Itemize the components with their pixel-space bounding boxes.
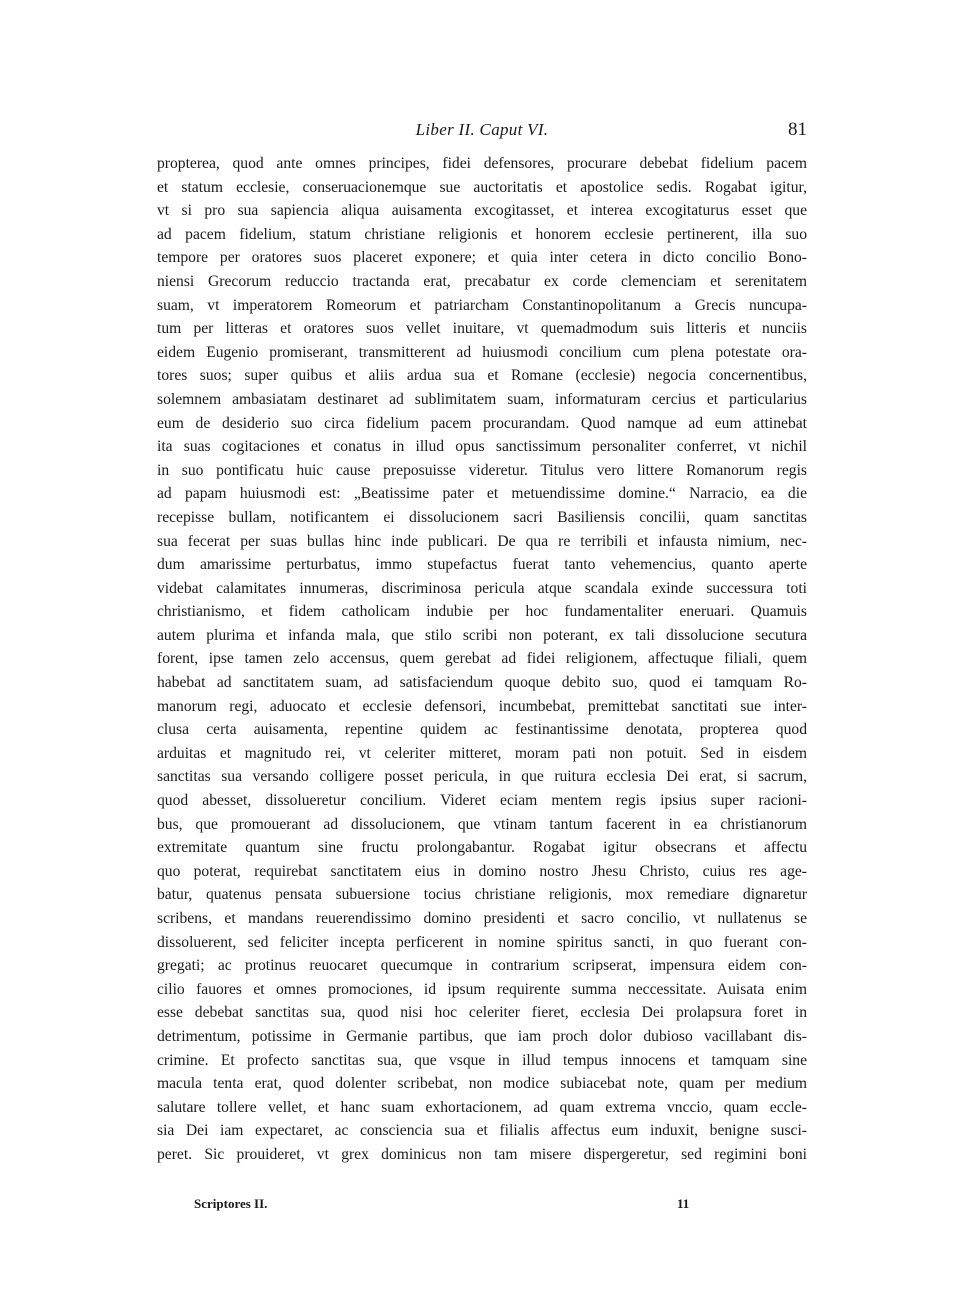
text-line: quod abesset, dissolueretur concilium. Videret eciam mentem regis ipsius super racioni-: [157, 792, 807, 810]
text-line: gregati; ac protinus reuocaret quecumque in contrarium scripserat, impensura eidem con-: [157, 957, 807, 975]
text-line: recepisse bullam, notificantem ei dissolucionem sacri Basiliensis concilii, quam sanctitas: [157, 508, 807, 526]
text-line: forent, ipse tamen zelo accensus, quem gerebat ad fidei religionem, affectuque filiali, quem: [157, 650, 807, 668]
text-line: esse debebat sanctitas sua, quod nisi hoc celeriter fieret, ecclesia Dei prolapsura foret in: [157, 1004, 807, 1022]
text-line: sua fecerat per suas bullas hinc inde publicari. De qua re terribili et infausta nimium, nec-: [157, 532, 807, 550]
text-line: sia Dei iam expectaret, ac consciencia sua et filialis affectus eum induxit, benigne susci-: [157, 1122, 807, 1140]
text-line: macula tenta erat, quod dolenter scribebat, non modice subiacebat note, quam per medium: [157, 1075, 807, 1093]
text-line: in suo pontificatu huic cause preposuisse videretur. Titulus vero littere Romanorum regis: [157, 461, 807, 479]
page-number: 81: [788, 119, 807, 140]
text-line: videbat calamitates innumeras, discriminosa pericula atque scandala exinde successura toti: [157, 579, 807, 597]
text-line: bus, que promouerant ad dissolucionem, que vtinam tantum facerent in ea christianorum: [157, 815, 807, 833]
footer-signature-mark: 11: [677, 1196, 690, 1211]
running-title: Liber II. Caput VI.: [415, 120, 549, 139]
text-line: ad pacem fidelium, statum christiane religionis et honorem ecclesie pertinerent, illa suo: [157, 225, 807, 243]
text-line: habebat ad sanctitatem suam, ad satisfaciendum quoque debito suo, quod ei tamquam Ro-: [157, 674, 807, 692]
text-line: christianismo, et fidem catholicam indubie per hoc fundamentaliter eneruari. Quamuis: [157, 603, 807, 621]
text-line: ita suas cogitaciones et conatus in illud opus sanctissimum personaliter conferret, vt nichil: [157, 438, 807, 456]
text-line: peret. Sic prouideret, vt grex dominicus non tam misere dispergeretur, sed regimini boni: [157, 1145, 807, 1163]
text-line: niensi Grecorum reduccio tractanda erat, precabatur ex corde clemenciam et serenitatem: [157, 272, 807, 290]
text-line: clusa certa auisamenta, repentine quidem ac festinantissime denotata, propterea quod: [157, 721, 807, 739]
text-line: detrimentum, potissime in Germanie partibus, que iam proch dolor dubioso vacillabant dis-: [157, 1027, 807, 1045]
footer-series-title: Scriptores II.: [194, 1196, 268, 1211]
text-line: quo poterat, requirebat sanctitatem eius in domino nostro Jhesu Christo, cuius res age-: [157, 862, 807, 880]
text-line: tum per litteras et oratores suos vellet inuitare, vt quemadmodum suis litteris et nunciis: [157, 320, 807, 338]
text-line: suam, vt imperatorem Romeorum et patriarcham Constantinopolitanum a Grecis nuncupa-: [157, 296, 807, 314]
text-line: sanctitas sua versando colligere posset pericula, in que ruitura ecclesia Dei erat, si sacrum,: [157, 768, 807, 786]
text-line: batur, quatenus pensata subuersione tocius christiane religionis, mox remediare dignaretur: [157, 886, 807, 904]
body-text: [157, 152, 807, 1167]
text-line: tempore per oratores suos placeret exponere; et quia inter cetera in dicto concilio Bono-: [157, 249, 807, 267]
text-line: eidem Eugenio promiserant, transmitterent ad huiusmodi concilium cum plena potestate ora-: [157, 343, 807, 361]
text-line: autem plurima et infanda mala, que stilo scribi non poterant, ex tali dissolucione secutura: [157, 626, 807, 644]
running-head: [157, 118, 807, 142]
text-line: dum amarissime perturbatus, immo stupefactus fuerat tanto vehemencius, quanto aperte: [157, 556, 807, 574]
text-line: manorum regi, aduocato et ecclesie defensori, incumbebat, premittebat sanctitati sue inter-: [157, 697, 807, 715]
text-line: tores suos; super quibus et aliis ardua sua et Romane (ecclesie) negocia concernentibus,: [157, 367, 807, 385]
text-line: cilio fauores et omnes promociones, id ipsum requirente summa neccessitate. Auisata enim: [157, 980, 807, 998]
text-line: eum de desiderio suo circa fidelium pacem procurandam. Quod namque ad eum attinebat: [157, 414, 807, 432]
text-line: scribens, et mandans reuerendissimo domino presidenti et sacro concilio, vt nullatenus se: [157, 910, 807, 927]
text-line: solemnem ambasiatam destinaret ad sublimitatem suam, informaturam cercius et particularius: [157, 390, 807, 408]
footer: [157, 1194, 807, 1214]
text-line: arduitas et magnitudo rei, vt celeriter mitteret, moram pati non potuit. Sed in eisdem: [157, 744, 807, 762]
text-line: ad papam huiusmodi est: „Beatissime pater et metuendissime domine.“ Narracio, ea die: [157, 485, 807, 503]
text-line: crimine. Et profecto sanctitas sua, que vsque in illud tempus innocens et tamquam sine: [157, 1051, 807, 1069]
text-line: et statum ecclesie, conseruacionemque sue auctoritatis et apostolice sedis. Rogabat igitur,: [157, 178, 807, 196]
text-line: propterea, quod ante omnes principes, fidei defensores, procurare debebat fidelium pacem: [157, 155, 807, 172]
text-line: dissoluerent, sed feliciter incepta perficerent in nomine spiritus sancti, in quo fuerant con-: [157, 933, 807, 951]
text-line: vt si pro sua sapiencia aliqua auisamenta excogitasset, et interea excogitaturus esset que: [157, 202, 807, 220]
text-line: salutare tollere vellet, et hanc suam exhortacionem, ad quam extrema vnccio, quam eccle-: [157, 1098, 807, 1116]
text-line: extremitate quantum sine fructu prolongabantur. Rogabat igitur obsecrans et affectu: [157, 839, 807, 857]
